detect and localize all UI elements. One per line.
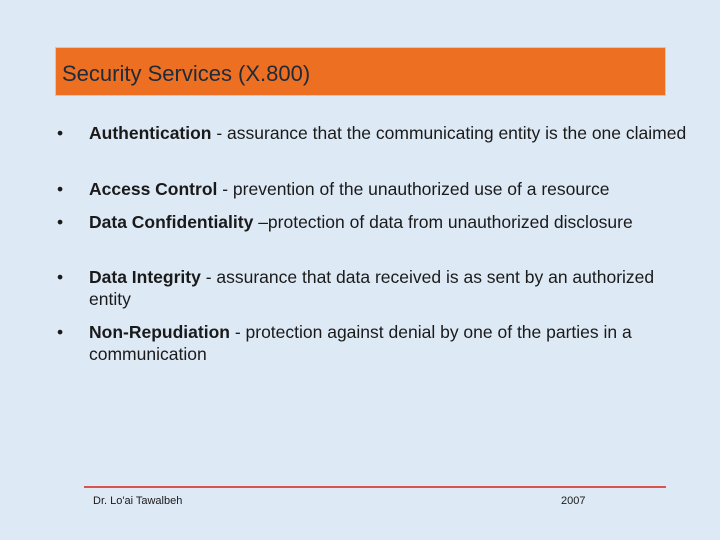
bullet-dot-icon: • — [57, 267, 64, 287]
bullet-dot-icon: • — [57, 179, 64, 199]
bullet-description: - prevention of the unauthorized use of a resource — [217, 179, 610, 199]
footer-year: 2007 — [561, 495, 586, 507]
bullet-description: - assurance that the communicating entity is the one claimed — [211, 123, 687, 143]
bullet-content — [89, 266, 687, 310]
bullet-term: Authentication — [89, 123, 212, 143]
footer-divider — [84, 486, 666, 488]
footer-author: Dr. Lo'ai Tawalbeh — [93, 495, 183, 507]
bullet-dot-icon: • — [57, 322, 64, 342]
bullet-term: Data Integrity — [89, 267, 201, 287]
bullet-description: - protection against denial by one of the parties in a communication — [89, 322, 632, 364]
slide-title-bar — [55, 47, 666, 96]
bullet-content — [89, 122, 687, 144]
slide-title: Security Services (X.800) — [62, 61, 311, 86]
bullet-content — [89, 211, 687, 233]
bullet-description: - assurance that data received is as sent by an authorized entity — [89, 267, 655, 309]
bullet-dot-icon: • — [57, 212, 64, 232]
bullet-content — [89, 178, 687, 200]
bullet-term: Data Confidentiality — [89, 212, 254, 232]
bullet-term: Non-Repudiation — [89, 322, 230, 342]
bullet-term: Access Control — [89, 179, 218, 199]
bullet-dot-icon: • — [57, 123, 64, 143]
bullet-content — [89, 321, 687, 365]
bullet-description: –protection of data from unauthorized disclosure — [253, 212, 633, 232]
